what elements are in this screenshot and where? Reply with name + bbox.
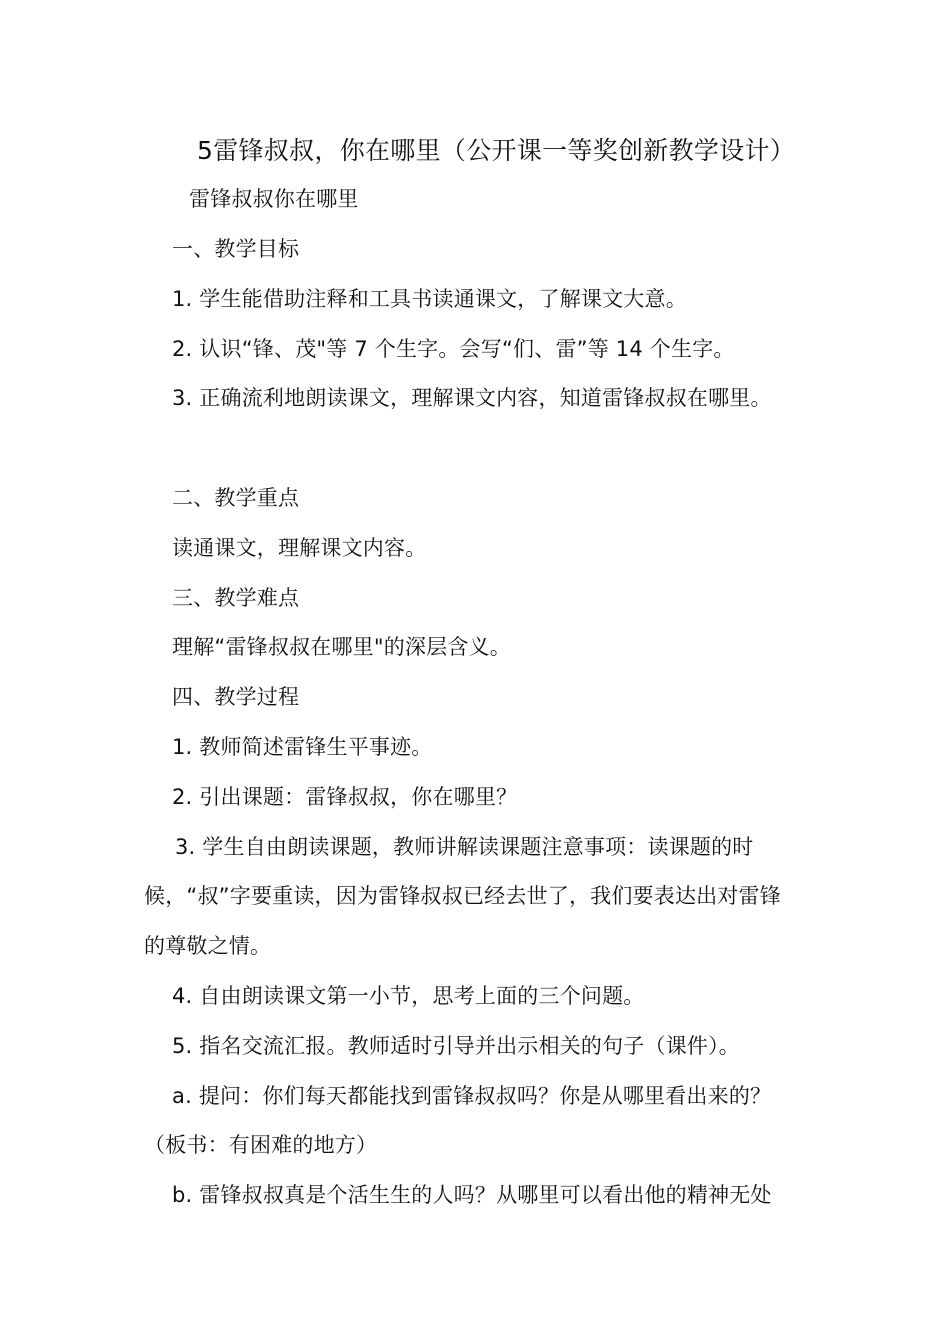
- objective-item: 1. 学生能借助注释和工具书读通课文，了解课文大意。: [172, 287, 687, 311]
- process-item: 2. 引出课题：雷锋叔叔，你在哪里？: [172, 785, 518, 809]
- section-heading-process: 四、教学过程: [172, 685, 300, 709]
- process-item: 3. 学生自由朗读课题，教师讲解读课题注意事项：读课题的时: [175, 835, 754, 859]
- process-item-continued: 的尊敬之情。: [144, 934, 272, 958]
- objective-item: 2. 认识“锋、茂"等 7 个生字。会写“们、雷”等 14 个生字。: [172, 337, 735, 361]
- process-item: 4. 自由朗读课文第一小节，思考上面的三个问题。: [172, 984, 645, 1008]
- process-subitem-continued: （板书：有困难的地方）: [144, 1133, 378, 1157]
- section-heading-objectives: 一、教学目标: [172, 237, 300, 261]
- document-subtitle: 雷锋叔叔你在哪里: [189, 187, 359, 211]
- key-points-text: 读通课文，理解课文内容。: [172, 536, 427, 560]
- document-title: 5雷锋叔叔，你在哪里（公开课一等奖创新教学设计）: [197, 136, 796, 165]
- process-subitem: b. 雷锋叔叔真是个活生生的人吗？从哪里可以看出他的精神无处: [172, 1183, 772, 1207]
- process-item: 1. 教师简述雷锋生平事迹。: [172, 735, 433, 759]
- section-heading-key-points: 二、教学重点: [172, 486, 300, 510]
- difficulties-text: 理解“雷锋叔叔在哪里"的深层含义。: [172, 635, 511, 659]
- process-item: 5. 指名交流汇报。教师适时引导并出示相关的句子（课件）。: [172, 1034, 741, 1058]
- section-heading-difficulties: 三、教学难点: [172, 586, 300, 610]
- process-subitem: a. 提问：你们每天都能找到雷锋叔叔吗？你是从哪里看出来的？: [172, 1084, 772, 1108]
- objective-item: 3. 正确流利地朗读课文，理解课文内容，知道雷锋叔叔在哪里。: [172, 386, 772, 410]
- process-item-continued: 候，“叔”字要重读，因为雷锋叔叔已经去世了，我们要表达出对雷锋: [144, 884, 781, 908]
